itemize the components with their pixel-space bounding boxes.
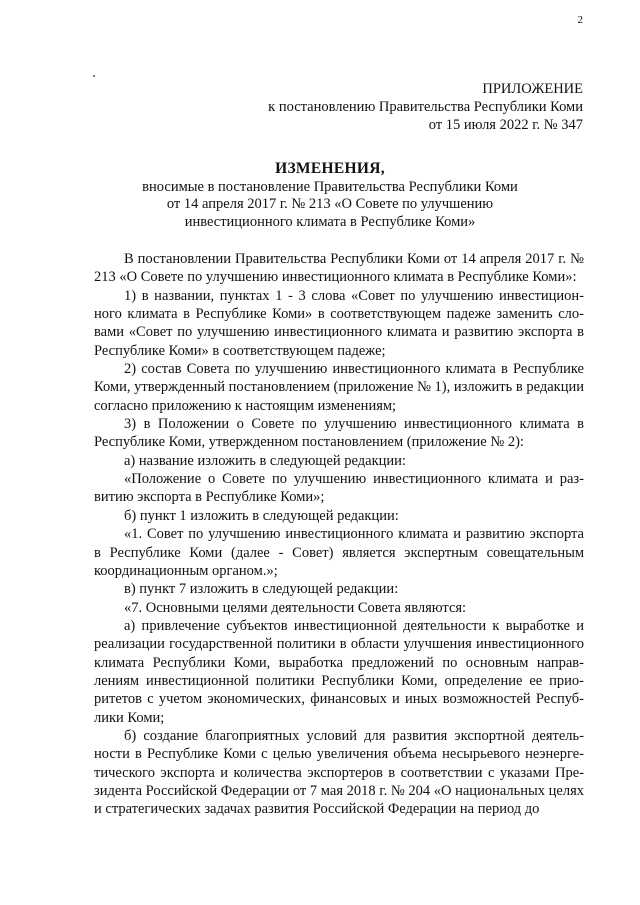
paragraph: «Положение о Совете по улучшению инвестиционного климата и развитию экспорта в Республике Коми»; bbox=[94, 471, 584, 506]
heading-line: от 14 апреля 2017 г. № 213 «О Совете по улучшению bbox=[166, 196, 494, 212]
paragraph: а) название изложить в следующей редакции: bbox=[124, 452, 406, 469]
paragraph: «1. Совет по улучшению инвестиционного климата и развитию экспорта в Республике Коми (далее - Совет) является экспертным совещательным координационным органом.»; bbox=[94, 526, 584, 579]
document-body bbox=[94, 250, 584, 819]
heading-line: вносимые в постановление Правительства Республики Коми bbox=[142, 178, 518, 195]
attachment-date: от 15 июля 2022 г. № 347 bbox=[428, 117, 583, 133]
paragraph: а) привлечение субъектов инвестиционной деятельности к выработке и реализации государственной политики в области улучшения инвестиционного климата Республики Коми, выработка предложений по основным направлениям инвестиционной политики Республики Коми, определение ее приоритетов с учетом экономических, финансовых и иных возможностей Республики Коми; bbox=[94, 617, 584, 726]
paragraph: 2) состав Совета по улучшению инвестиционного климата в Республике Коми, утвержденный постановлением (приложение № 1), изложить в редакции согласно приложению к настоящим изменениям; bbox=[94, 361, 584, 414]
paragraph: 1) в названии, пунктах 1 - 3 слова «Совет по улучшению инвестиционного климата в Республике Коми» в соответствующем падеже заменить словами «Совет по улучшению инвестиционного климата и развитию экспорта в Республике Коми» в соответствующем падеже; bbox=[94, 287, 584, 359]
attachment-label: ПРИЛОЖЕНИЕ bbox=[482, 81, 583, 97]
paragraph: б) пункт 1 изложить в следующей редакции: bbox=[124, 507, 399, 524]
page-number: 2 bbox=[577, 14, 583, 26]
attachment-reference: к постановлению Правительства Республики Коми bbox=[268, 99, 583, 115]
document-heading bbox=[92, 160, 568, 231]
scan-speck bbox=[93, 75, 95, 77]
paragraph: 3) в Положении о Совете по улучшению инвестиционного климата в Республике Коми, утвержденном постановлением (приложение № 2): bbox=[94, 416, 584, 451]
paragraph: в) пункт 7 изложить в следующей редакции: bbox=[124, 581, 399, 598]
paragraph: б) создание благоприятных условий для развития экспортной деятельности в Республике Коми с целью увеличения объема несырьевого неэнергетического экспорта и количества экспортеров в соответствии с указами Президента Российской Федерации от 7 мая 2018 г. № 204 «О национальных целях и стратегических задачах развития Российской Федерации на период до bbox=[94, 727, 584, 818]
heading-line: инвестиционного климата в Республике Коми» bbox=[184, 213, 476, 230]
document-title: ИЗМЕНЕНИЯ, bbox=[275, 160, 385, 177]
paragraph: В постановлении Правительства Республики Коми от 14 апреля 2017 г. № 213 «О Совете по улучшению инвестиционного климата в Республике Коми»: bbox=[94, 251, 584, 286]
paragraph: «7. Основными целями деятельности Совета являются: bbox=[124, 599, 467, 616]
attachment-block bbox=[268, 80, 583, 134]
